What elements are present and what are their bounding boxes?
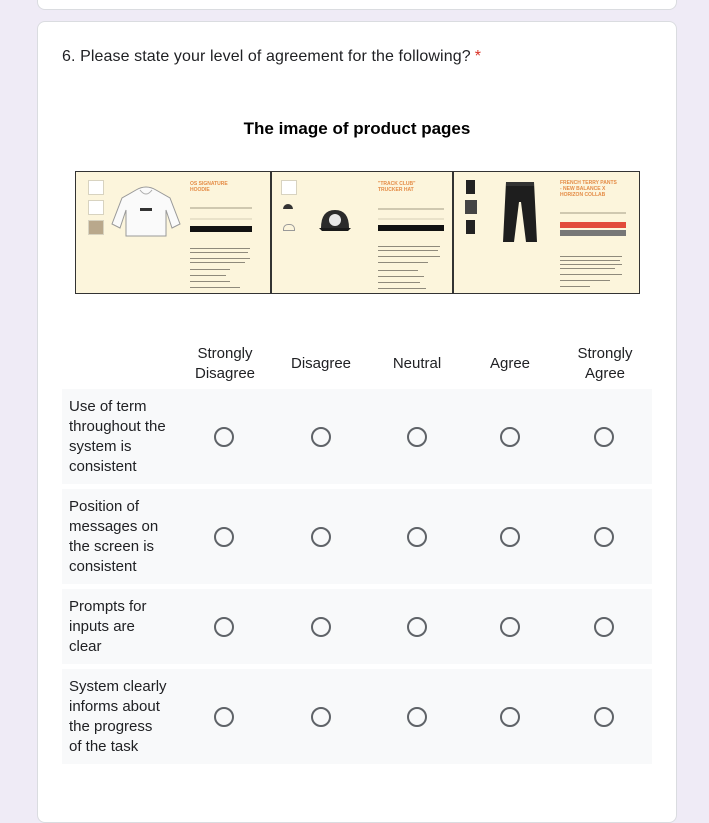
column-header-strongly-disagree: [180, 344, 270, 384]
product-screenshot-pants: [453, 171, 640, 294]
description-line: [560, 264, 622, 265]
buy-button: [560, 230, 626, 236]
description-line: [190, 252, 248, 253]
thumbnail: [281, 180, 297, 195]
size-select: [560, 212, 626, 214]
thumbnail: [466, 220, 475, 234]
column-header-line: Disagree: [194, 365, 256, 382]
pants-image: [500, 180, 540, 246]
radio-agree[interactable]: [500, 527, 520, 547]
size-select: [190, 207, 252, 209]
radio-disagree[interactable]: [311, 427, 331, 447]
image-title: The image of product pages: [243, 119, 471, 138]
add-to-cart-button: [560, 222, 626, 228]
radio-strongly-agree[interactable]: [594, 527, 614, 547]
description-line: [560, 268, 615, 269]
column-header-line: Agree: [489, 355, 531, 372]
radio-disagree[interactable]: [311, 527, 331, 547]
row-label: Position of messages on the screen is consistent: [69, 498, 159, 575]
product-pages-image: [75, 171, 640, 296]
buy-button: [190, 226, 252, 232]
product-title-line: FRENCH TERRY PANTS: [560, 180, 617, 186]
radio-disagree[interactable]: [311, 707, 331, 727]
product-screenshot-hat: [271, 171, 453, 294]
product-title-line: TRUCKER HAT: [378, 187, 414, 193]
feature-line: [378, 282, 420, 283]
radio-strongly-disagree[interactable]: [214, 427, 234, 447]
grid-row: [62, 489, 652, 584]
column-header-line: Agree: [584, 365, 626, 382]
thumbnail: [88, 220, 104, 235]
radio-strongly-agree[interactable]: [594, 617, 614, 637]
feature-line: [378, 288, 426, 289]
column-header-strongly-agree: [560, 344, 650, 384]
radio-neutral[interactable]: [407, 427, 427, 447]
column-header-line: Strongly: [197, 345, 253, 362]
radio-neutral[interactable]: [407, 527, 427, 547]
hat-image: [318, 208, 352, 232]
radio-strongly-agree[interactable]: [594, 707, 614, 727]
radio-strongly-disagree[interactable]: [214, 527, 234, 547]
description-line: [378, 256, 440, 257]
grid-row: [62, 669, 652, 764]
column-header-agree: [465, 354, 555, 374]
feature-line: [560, 286, 590, 287]
radio-strongly-disagree[interactable]: [214, 617, 234, 637]
product-title-line: "TRACK CLUB": [378, 181, 416, 187]
thumbnail: [466, 180, 475, 194]
feature-line: [378, 276, 424, 277]
add-to-cart-bar: [378, 218, 444, 220]
feature-line: [190, 287, 240, 288]
grid-row: [62, 589, 652, 664]
description-line: [190, 262, 245, 263]
product-title-line: - NEW BALANCE X: [560, 186, 606, 192]
row-label: Prompts for inputs are clear: [69, 598, 147, 655]
thumbnail: [88, 180, 104, 195]
product-title: [378, 181, 416, 193]
radio-agree[interactable]: [500, 707, 520, 727]
column-header-neutral: [372, 354, 462, 374]
hoodie-image: [110, 184, 182, 238]
radio-strongly-agree[interactable]: [594, 427, 614, 447]
description-line: [560, 274, 622, 275]
product-title: [560, 180, 617, 198]
radio-neutral[interactable]: [407, 617, 427, 637]
thumbnail-hat-outline-icon: [283, 224, 295, 231]
previous-question-card: [37, 0, 677, 10]
radio-agree[interactable]: [500, 617, 520, 637]
add-to-cart-bar: [190, 218, 252, 220]
feature-line: [560, 280, 610, 281]
feature-line: [190, 281, 230, 282]
buy-button: [378, 225, 444, 231]
feature-line: [190, 269, 230, 270]
feature-line: [378, 270, 418, 271]
description-line: [378, 262, 428, 263]
question-card: [37, 21, 677, 823]
radio-disagree[interactable]: [311, 617, 331, 637]
required-asterisk: *: [474, 48, 482, 65]
description-line: [560, 256, 622, 257]
column-header-line: Strongly: [577, 345, 633, 362]
grid-row: [62, 389, 652, 484]
question-title: [62, 48, 481, 66]
description-line: [190, 258, 250, 259]
description-line: [560, 260, 620, 261]
description-line: [378, 246, 440, 247]
scale-header: [38, 344, 676, 386]
description-line: [190, 248, 250, 249]
description-line: [378, 250, 438, 251]
radio-strongly-disagree[interactable]: [214, 707, 234, 727]
feature-line: [190, 275, 226, 276]
thumbnail-hat-icon: [283, 204, 293, 209]
product-screenshot-hoodie: [75, 171, 271, 294]
column-header-line: Neutral: [392, 355, 442, 372]
column-header-disagree: [276, 354, 366, 374]
product-title-line: HOODIE: [190, 187, 210, 193]
thumbnail: [88, 200, 104, 215]
product-title-line: OS SIGNATURE: [190, 181, 228, 187]
product-title: [190, 181, 228, 193]
product-title-line: HORIZON COLLAB: [560, 192, 606, 198]
row-label: System clearly informs about the progress of the task: [69, 678, 167, 755]
question-text: 6. Please state your level of agreement for the following?: [62, 48, 471, 65]
radio-neutral[interactable]: [407, 707, 427, 727]
thumbnail: [465, 200, 477, 214]
size-select: [378, 208, 444, 210]
row-label: Use of term throughout the system is consistent: [69, 398, 166, 475]
column-header-line: Disagree: [290, 355, 352, 372]
radio-agree[interactable]: [500, 427, 520, 447]
